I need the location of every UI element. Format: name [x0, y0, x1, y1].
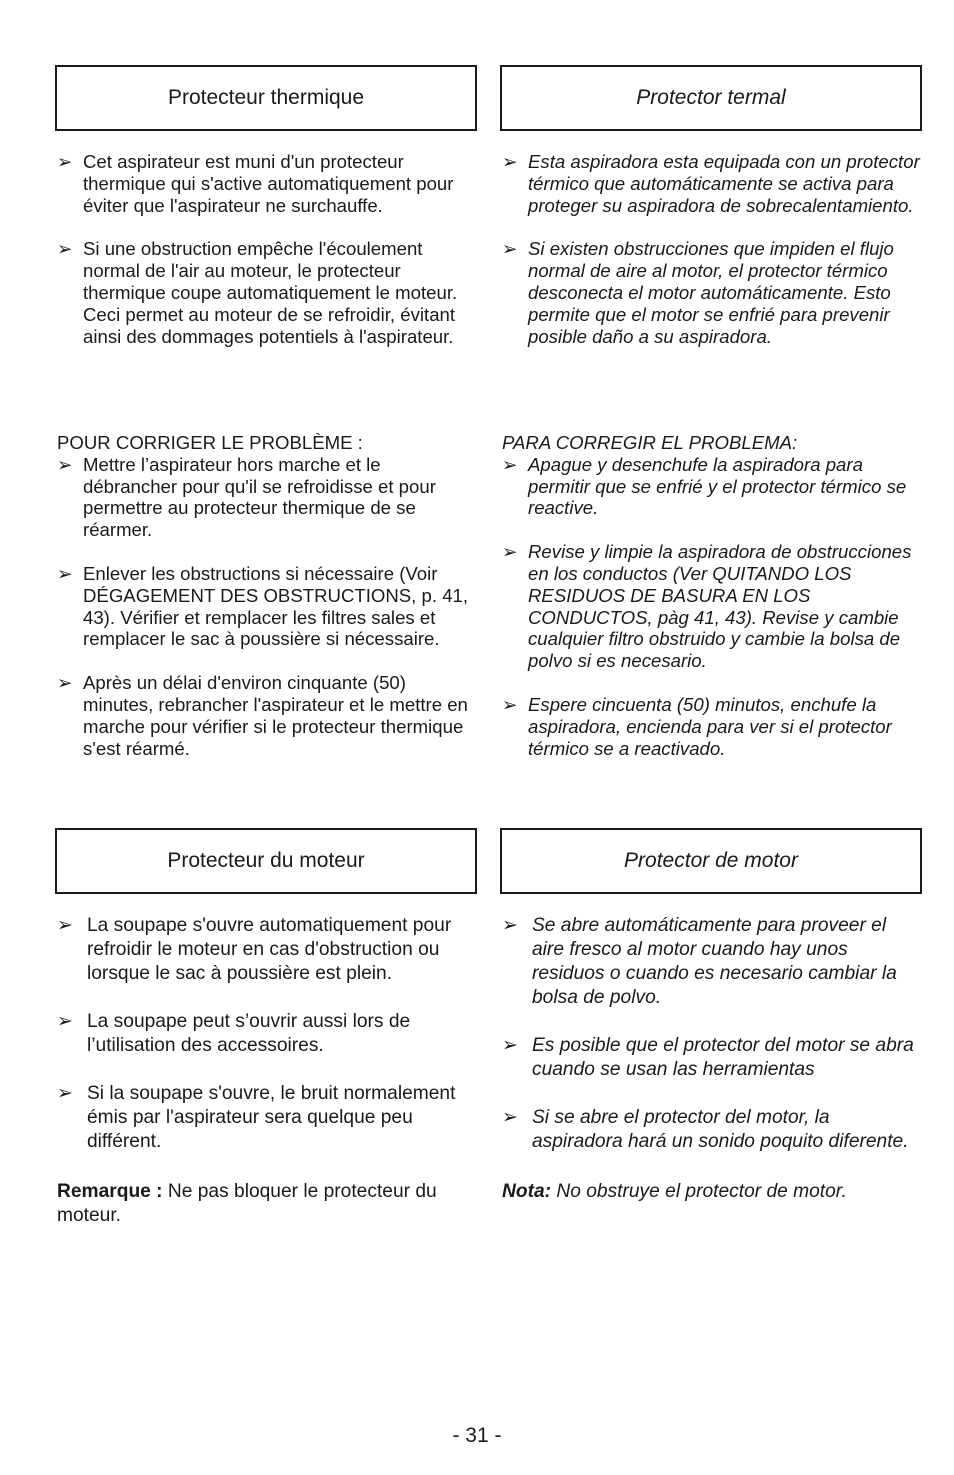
motor-list-es: [500, 914, 922, 1204]
note-label-fr: Remarque :: [57, 1181, 163, 1202]
page-number: - 31 -: [452, 1424, 502, 1447]
note-text-fr: Ne pas bloquer le protecteur du moteur.: [57, 1181, 437, 1226]
arrow-bullet-icon: ➢: [57, 562, 73, 584]
list-item: ➢ Apague y desenchufe la aspiradora para permitir que se enfrié y el protector térmico se reactive.: [502, 453, 907, 519]
note-fr: [55, 1180, 477, 1228]
list-item: ➢ Espere cincuenta (50) minutos, enchufe la aspiradora, encienda para ver si el protector térmico se a reactivado.: [502, 693, 892, 759]
list-item: ➢ Mettre l’aspirateur hors marche et le débrancher pour qu'il se refroidisse et pour permettre au protecteur thermique de se réarmer.: [57, 453, 436, 541]
arrow-bullet-icon: ➢: [502, 453, 518, 475]
list-item: ➢ Si se abre el protector del motor, la aspiradora hará un sonido poquito diferente.: [502, 1107, 909, 1152]
fix-heading-es: PARA CORREGIR EL PROBLEMA:: [502, 432, 798, 453]
arrow-bullet-icon: ➢: [57, 151, 73, 172]
motor-title-es: Protector de motor: [624, 849, 798, 872]
thermal-fix-es: [500, 432, 922, 759]
motor-title-fr: Protecteur du moteur: [167, 849, 365, 872]
thermal-title-box-fr: [55, 65, 477, 131]
list-item: ➢ La soupape s'ouvre automatiquement pour refroidir le moteur en cas d'obstruction ou lorsque le sac à poussière est plein.: [57, 915, 452, 984]
motor-section-fr: [55, 828, 477, 894]
thermal-title-es: Protector termal: [636, 86, 786, 109]
thermal-title-fr: Protecteur thermique: [167, 86, 365, 109]
list-item: ➢ Revise y limpie la aspiradora de obstrucciones en los conductos (Ver QUITANDO LOS RESIDUOS DE BASURA EN LOS CONDUCTOS, pàg 41, 43). Revise y cambie cualquier filtro obstruido y cambie la bolsa de polvo si es necesario.: [502, 541, 912, 672]
thermal-list-es: [500, 151, 922, 347]
note-label-es: Nota:: [502, 1181, 552, 1202]
arrow-bullet-icon: ➢: [57, 672, 73, 694]
list-item: ➢ Si une obstruction empêche l'écoulement normal de l'air au moteur, le protecteur thermique coupe automatiquement le moteur. Ceci permet au moteur de se refroidir, évitant ainsi des dommages potentiels à l'aspirateur.: [57, 238, 458, 347]
arrow-bullet-icon: ➢: [57, 453, 73, 475]
list-item: ➢ Si la soupape s'ouvre, le bruit normalement émis par l'aspirateur sera quelque peu différent.: [57, 1083, 456, 1152]
list-item: ➢ Esta aspiradora esta equipada con un protector térmico que automáticamente se activa para proteger su aspiradora de sobrecalentamiento.: [502, 151, 920, 216]
arrow-bullet-icon: ➢: [57, 1083, 74, 1104]
arrow-bullet-icon: ➢: [502, 541, 518, 563]
arrow-bullet-icon: ➢: [57, 238, 73, 260]
note-text-es: No obstruye el protector de motor.: [551, 1181, 847, 1202]
fix-heading-fr: POUR CORRIGER LE PROBLÈME :: [57, 432, 363, 453]
thermal-list-fr: [55, 151, 477, 347]
thermal-title-box-es: [500, 65, 922, 131]
list-item: ➢ Cet aspirateur est muni d'un protecteur thermique qui s'active automatiquement pour éviter que l'aspirateur ne surchauffe.: [57, 151, 454, 216]
list-item: ➢ Enlever les obstructions si nécessaire (Voir DÉGAGEMENT DES OBSTRUCTIONS, p. 41, 43). Vérifier et remplacer les filtres sales et remplacer le sac à poussière si nécessaire.: [57, 562, 469, 650]
motor-section-es: [500, 828, 922, 894]
arrow-bullet-icon: ➢: [502, 151, 518, 172]
note-es: [500, 1180, 922, 1204]
thermal-section-fr: [55, 65, 477, 131]
motor-title-box-es: [500, 828, 922, 894]
arrow-bullet-icon: ➢: [57, 1011, 74, 1032]
list-item: ➢ Es posible que el protector del motor se abra cuando se usan las herramientas: [502, 1035, 914, 1080]
list-item: ➢ Si existen obstrucciones que impiden el flujo normal de aire al motor, el protector térmico desconecta el motor automáticamente. Esto permite que el motor se enfrié para prevenir posible daño a su aspiradora.: [502, 238, 894, 347]
list-item: ➢ Après un délai d'environ cinquante (50) minutes, rebrancher l'aspirateur et le mettre en marche pour vérifier si le protecteur thermique s'est réarmé.: [57, 672, 468, 759]
list-item: ➢ La soupape peut s’ouvrir aussi lors de l’utilisation des accessoires.: [57, 1011, 411, 1056]
motor-list-fr: [55, 914, 477, 1228]
motor-title-box-fr: [55, 828, 477, 894]
arrow-bullet-icon: ➢: [502, 693, 518, 715]
arrow-bullet-icon: ➢: [502, 1107, 519, 1128]
arrow-bullet-icon: ➢: [57, 915, 74, 936]
thermal-fix-fr: [55, 432, 477, 759]
arrow-bullet-icon: ➢: [502, 915, 519, 936]
arrow-bullet-icon: ➢: [502, 238, 518, 260]
thermal-section-es: [500, 65, 922, 131]
arrow-bullet-icon: ➢: [502, 1035, 519, 1056]
list-item: ➢ Se abre automáticamente para proveer el aire fresco al motor cuando hay unos residuos o cuando es necesario cambiar la bolsa de polvo.: [502, 915, 897, 1008]
